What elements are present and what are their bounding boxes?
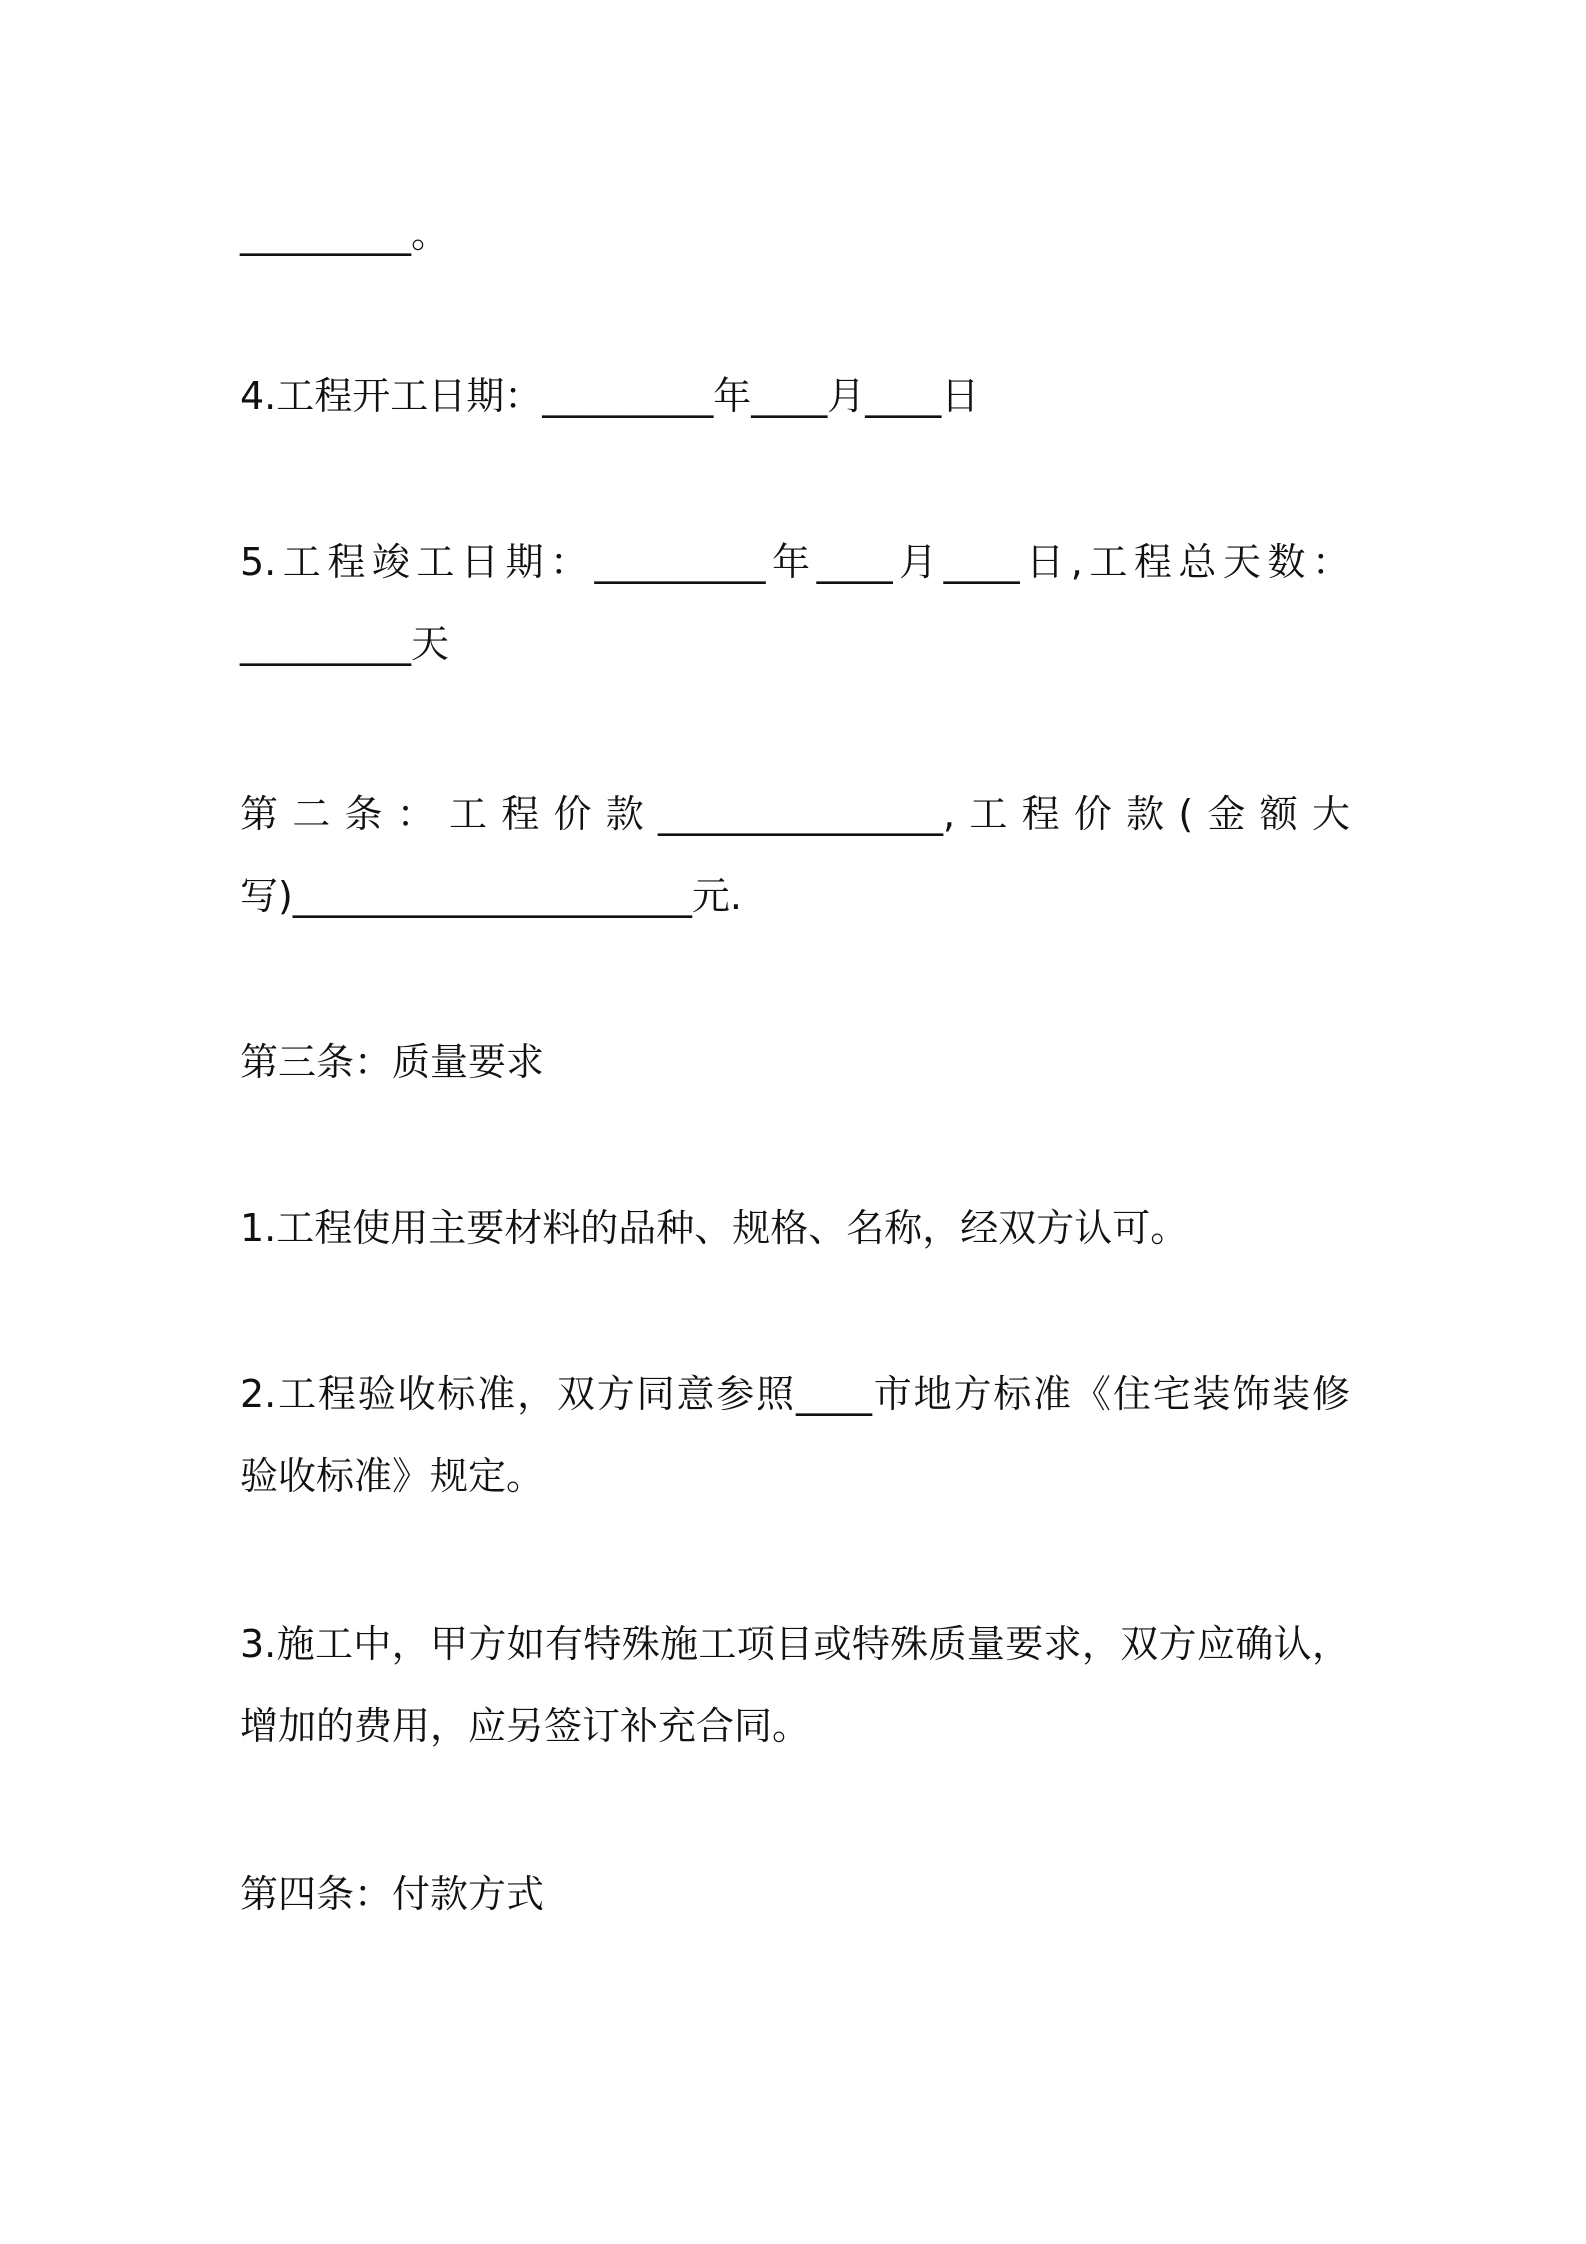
item-2-acceptance-standard: 2.工程验收标准，双方同意参照____市地方标准《住宅装饰装修	[240, 1372, 1350, 1416]
item-5-completion-date: 5.工程竣工日期：_________年____月____日,工程总天数：	[240, 540, 1350, 584]
item-5-total-days: _________天	[240, 622, 450, 666]
blank-line-continuation: _________。	[240, 212, 450, 256]
item-4-start-date: 4.工程开工日期：_________年____月____日	[240, 374, 980, 418]
article-2-price-uppercase: 写)_____________________元.	[240, 874, 742, 918]
item-3-special-requirements: 3.施工中，甲方如有特殊施工项目或特殊质量要求，双方应确认，	[240, 1622, 1350, 1666]
article-3-heading: 第三条：质量要求	[240, 1040, 545, 1084]
item-1-materials: 1.工程使用主要材料的品种、规格、名称，经双方认可。	[240, 1206, 1189, 1250]
item-2-acceptance-standard-cont: 验收标准》规定。	[240, 1454, 545, 1498]
article-4-heading: 第四条：付款方式	[240, 1872, 545, 1916]
item-3-special-requirements-cont: 增加的费用，应另签订补充合同。	[240, 1704, 811, 1748]
article-2-price: 第二条：工程价款_______________,工程价款(金额大	[240, 792, 1350, 836]
